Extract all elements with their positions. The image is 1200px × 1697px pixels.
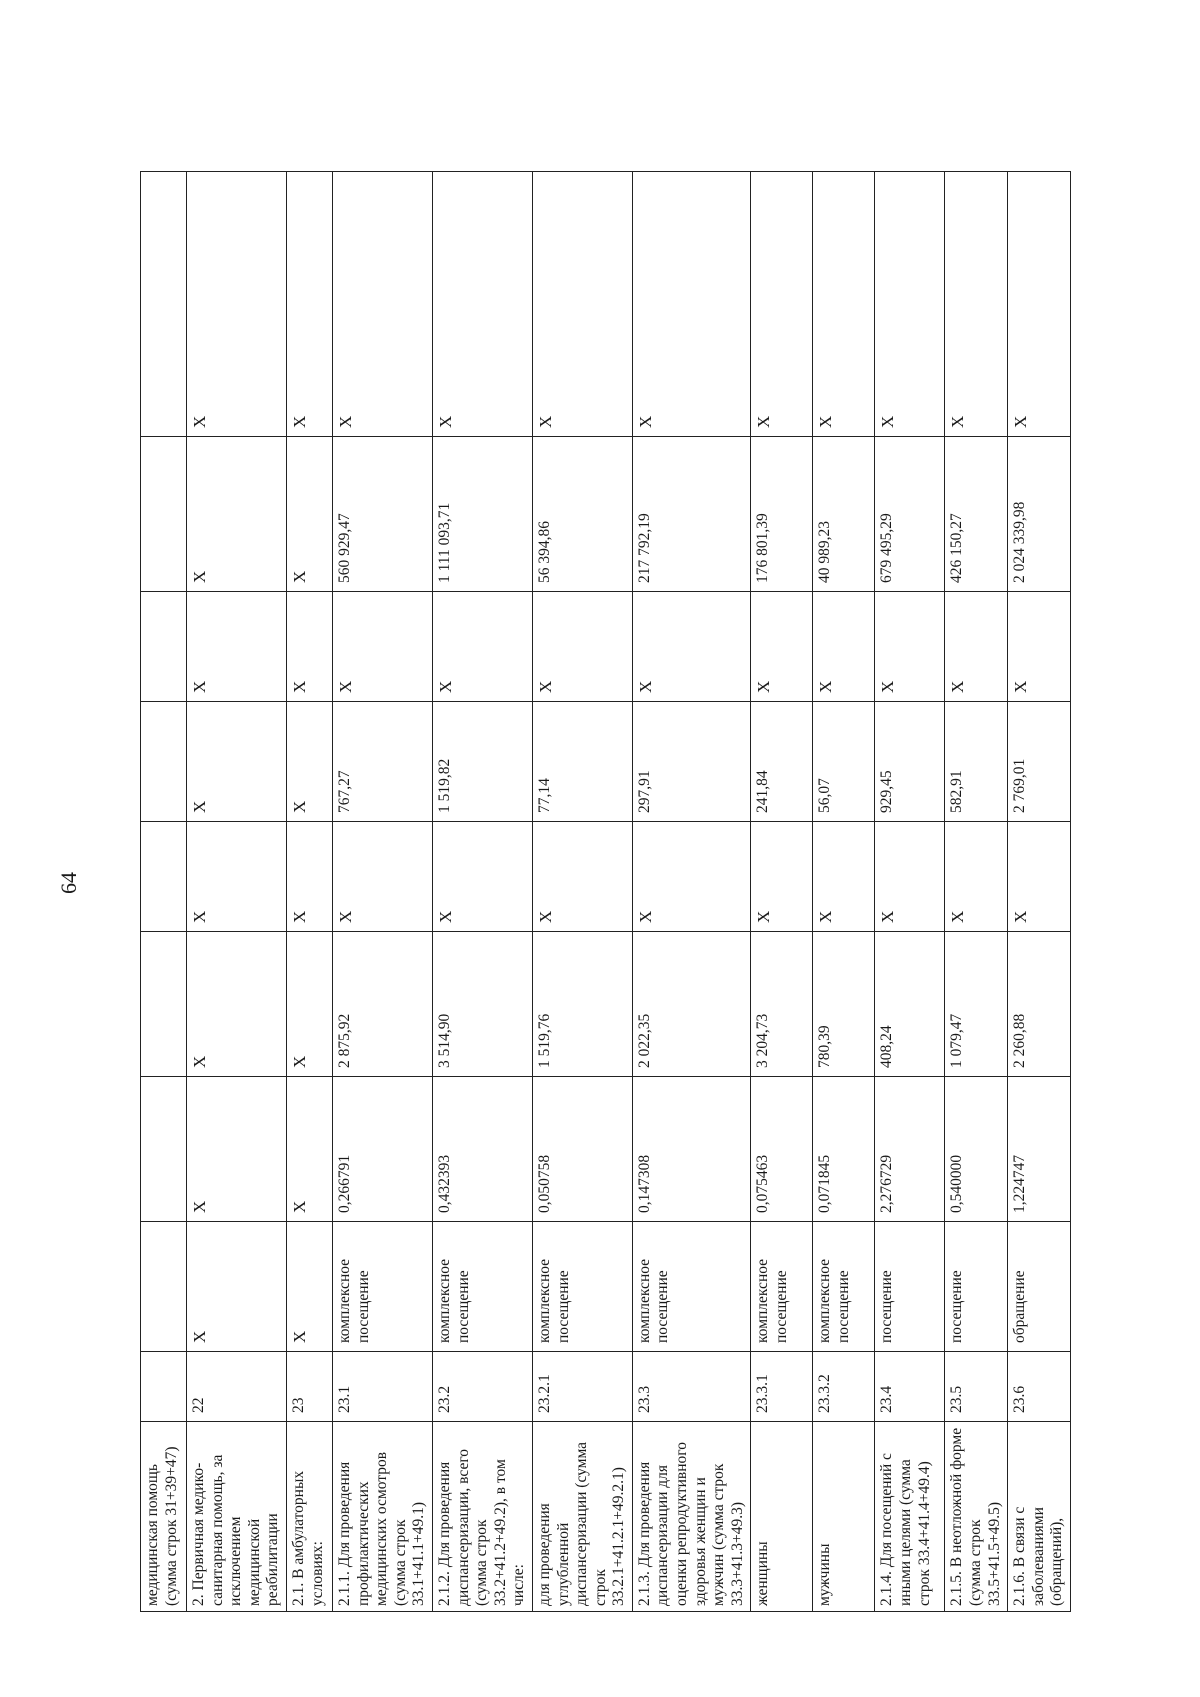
cell-name: 2.1.6. В связи с заболеваниями (обращений), — [1008, 1422, 1071, 1612]
cell-c7: 241,84 — [751, 702, 813, 822]
cell-c6: X — [187, 822, 287, 932]
cell-c10: X — [432, 172, 532, 437]
cell-code: 23.3.1 — [751, 1352, 813, 1422]
cell-unit: комплексное посещение — [751, 1222, 813, 1352]
financing-table — [140, 171, 1071, 1612]
cell-c7: 297,91 — [632, 702, 751, 822]
cell-c6: X — [875, 822, 945, 932]
table-row — [332, 172, 432, 1612]
cell-c7: 56,07 — [813, 702, 875, 822]
cell-c8: X — [813, 592, 875, 702]
cell-c10: X — [1008, 172, 1071, 437]
cell-c4: X — [286, 1077, 332, 1222]
cell-c6: X — [632, 822, 751, 932]
table-row — [187, 172, 287, 1612]
cell-c7: 77,14 — [532, 702, 632, 822]
cell-c10: X — [875, 172, 945, 437]
cell-unit — [141, 1222, 187, 1352]
cell-name: 2.1.3. Для проведения диспансеризации для оценки репродуктивного здоровья женщин и мужчин (сумма строк 33.3+41.3+49.3) — [632, 1422, 751, 1612]
cell-c8: X — [332, 592, 432, 702]
cell-c9: 217 792,19 — [632, 437, 751, 592]
cell-c9: X — [286, 437, 332, 592]
cell-c6: X — [286, 822, 332, 932]
cell-c9 — [141, 437, 187, 592]
cell-c4: X — [187, 1077, 287, 1222]
cell-c5: 2 875,92 — [332, 932, 432, 1077]
cell-code: 23.3 — [632, 1352, 751, 1422]
cell-c9: 679 495,29 — [875, 437, 945, 592]
cell-c4: 0,075463 — [751, 1077, 813, 1222]
cell-c7: X — [286, 702, 332, 822]
cell-c6 — [141, 822, 187, 932]
cell-c9: 176 801,39 — [751, 437, 813, 592]
cell-c6: X — [532, 822, 632, 932]
cell-c7: 767,27 — [332, 702, 432, 822]
cell-c5: 1 079,47 — [945, 932, 1008, 1077]
cell-unit: комплексное посещение — [332, 1222, 432, 1352]
cell-c5: 780,39 — [813, 932, 875, 1077]
cell-code: 23.1 — [332, 1352, 432, 1422]
cell-c4: 0,071845 — [813, 1077, 875, 1222]
cell-c5: 2 260,88 — [1008, 932, 1071, 1077]
cell-unit: посещение — [875, 1222, 945, 1352]
cell-c10 — [141, 172, 187, 437]
cell-c7: X — [187, 702, 287, 822]
cell-c5: X — [286, 932, 332, 1077]
cell-c6: X — [751, 822, 813, 932]
cell-c9: 560 929,47 — [332, 437, 432, 592]
cell-name: мужчины — [813, 1422, 875, 1612]
cell-c5: 408,24 — [875, 932, 945, 1077]
cell-c7: 582,91 — [945, 702, 1008, 822]
cell-name: медицинская помощь (сумма строк 31+39+47) — [141, 1422, 187, 1612]
cell-c8: X — [945, 592, 1008, 702]
cell-c10: X — [751, 172, 813, 437]
cell-c5: X — [187, 932, 287, 1077]
cell-c6: X — [813, 822, 875, 932]
page-number: 64 — [56, 872, 81, 894]
cell-unit: X — [187, 1222, 287, 1352]
cell-c9: X — [187, 437, 287, 592]
table-row — [286, 172, 332, 1612]
cell-code: 22 — [187, 1352, 287, 1422]
cell-c10: X — [332, 172, 432, 437]
cell-c7: 929,45 — [875, 702, 945, 822]
cell-c10: X — [532, 172, 632, 437]
cell-c4: 0,050758 — [532, 1077, 632, 1222]
cell-c4: 0,540000 — [945, 1077, 1008, 1222]
cell-unit: комплексное посещение — [813, 1222, 875, 1352]
cell-c6: X — [945, 822, 1008, 932]
cell-c7: 1 519,82 — [432, 702, 532, 822]
cell-c4: 2,276729 — [875, 1077, 945, 1222]
cell-c8: X — [286, 592, 332, 702]
cell-name: 2.1.4. Для посещений с иными целями (сумма строк 33.4+41.4+49.4) — [875, 1422, 945, 1612]
cell-code: 23.2 — [432, 1352, 532, 1422]
cell-c6: X — [332, 822, 432, 932]
cell-c4: 0,432393 — [432, 1077, 532, 1222]
cell-name: женщины — [751, 1422, 813, 1612]
cell-name: 2.1.2. Для проведения диспансеризации, всего (сумма строк 33.2+41.2+49.2), в том числе: — [432, 1422, 532, 1612]
cell-c5 — [141, 932, 187, 1077]
cell-c5: 3 514,90 — [432, 932, 532, 1077]
cell-c10: X — [945, 172, 1008, 437]
cell-unit: обращение — [1008, 1222, 1071, 1352]
table-row — [751, 172, 813, 1612]
cell-c9: 40 989,23 — [813, 437, 875, 592]
cell-c7: 2 769,01 — [1008, 702, 1071, 822]
table-row — [632, 172, 751, 1612]
cell-c4 — [141, 1077, 187, 1222]
cell-c8: X — [432, 592, 532, 702]
cell-c9: 56 394,86 — [532, 437, 632, 592]
table-row — [432, 172, 532, 1612]
cell-unit: посещение — [945, 1222, 1008, 1352]
cell-c10: X — [187, 172, 287, 437]
cell-code: 23.2.1 — [532, 1352, 632, 1422]
cell-unit: комплексное посещение — [432, 1222, 532, 1352]
cell-c4: 1,224747 — [1008, 1077, 1071, 1222]
table-row — [141, 172, 187, 1612]
cell-code: 23.3.2 — [813, 1352, 875, 1422]
cell-name: 2.1.1. Для проведения профилактических медицинских осмотров (сумма строк 33.1+41.1+49.1) — [332, 1422, 432, 1612]
cell-code: 23.4 — [875, 1352, 945, 1422]
cell-c4: 0,266791 — [332, 1077, 432, 1222]
cell-unit: X — [286, 1222, 332, 1352]
cell-c10: X — [813, 172, 875, 437]
cell-c8: X — [532, 592, 632, 702]
cell-c8: X — [632, 592, 751, 702]
cell-name: для проведения углубленной диспансеризации (сумма строк 33.2.1+41.2.1+49.2.1) — [532, 1422, 632, 1612]
cell-c9: 1 111 093,71 — [432, 437, 532, 592]
cell-c6: X — [1008, 822, 1071, 932]
cell-code: 23.5 — [945, 1352, 1008, 1422]
table-row — [875, 172, 945, 1612]
cell-name: 2. Первичная медико-санитарная помощь, за исключением медицинской реабилитации — [187, 1422, 287, 1612]
cell-c5: 1 519,76 — [532, 932, 632, 1077]
cell-c8: X — [1008, 592, 1071, 702]
table-row — [813, 172, 875, 1612]
cell-c4: 0,147308 — [632, 1077, 751, 1222]
cell-c9: 426 150,27 — [945, 437, 1008, 592]
cell-code: 23 — [286, 1352, 332, 1422]
table-row — [532, 172, 632, 1612]
cell-unit: комплексное посещение — [532, 1222, 632, 1352]
cell-c10: X — [286, 172, 332, 437]
cell-name: 2.1.5. В неотложной форме (сумма строк 33.5+41.5+49.5) — [945, 1422, 1008, 1612]
table-row — [945, 172, 1008, 1612]
cell-c5: 3 204,73 — [751, 932, 813, 1077]
cell-c8 — [141, 592, 187, 702]
cell-c7 — [141, 702, 187, 822]
cell-c10: X — [632, 172, 751, 437]
rotated-table-wrapper — [140, 172, 1066, 1612]
cell-c8: X — [875, 592, 945, 702]
cell-c5: 2 022,35 — [632, 932, 751, 1077]
table-row — [1008, 172, 1071, 1612]
cell-code: 23.6 — [1008, 1352, 1071, 1422]
cell-unit: комплексное посещение — [632, 1222, 751, 1352]
cell-c8: X — [751, 592, 813, 702]
cell-c8: X — [187, 592, 287, 702]
cell-c6: X — [432, 822, 532, 932]
cell-code — [141, 1352, 187, 1422]
cell-name: 2.1. В амбулаторных условиях: — [286, 1422, 332, 1612]
cell-c9: 2 024 339,98 — [1008, 437, 1071, 592]
